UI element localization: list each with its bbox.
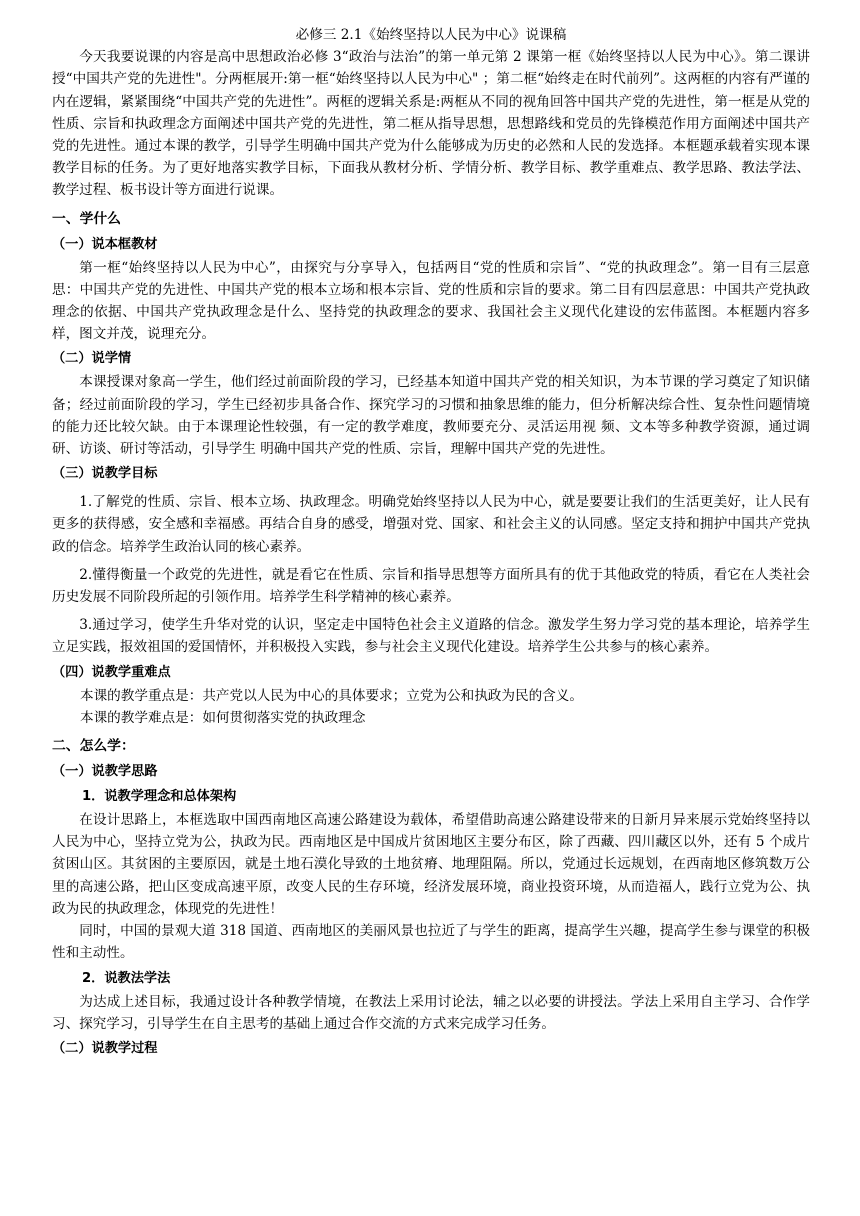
section-heading-what: 一、学什么: [52, 210, 121, 227]
textbook-paragraph: 第一框“始终坚持以人民为中心”，由探究与分享导入，包括两目“党的性质和宗旨”、“党的执政理念”。第一目有三层意思：中国共产党的先进性、中国共产党的根本立场和根本宗旨、党的性质和宗旨的要求。第二目有四层意思：中国共产党执政理念的依据、中国共产党执政理念是什么、坚持党的执政理念的要求、我国社会主义现代化建设的宏伟蓝图。本框题内容多样，图文并茂，说理充分。: [52, 259, 810, 343]
item-heading-methods: 2．说教法学法: [82, 970, 171, 986]
document-page: [52, 24, 810, 1061]
subsection-heading-key-points: （四）说教学重难点: [52, 664, 171, 680]
subsection-heading-process: （二）说教学过程: [52, 1040, 158, 1056]
item-heading-philosophy: 1．说教学理念和总体架构: [82, 789, 237, 805]
learners-paragraph: 本课授课对象高一学生，他们经过前面阶段的学习，已经基本知道中国共产党的相关知识，为本节课的学习奠定了知识储备；经过前面阶段的学习，学生已经初步具备合作、探究学习的习惯和抽象思维的能力，但分析解决综合性、复杂性问题情境的能力还比较欠缺。由于本课理论性较强，有一定的教学难度，教师要充分、灵活运用视 频、文本等多种教学资源，通过调研、访谈、研讨等活动，引导学生 明确中国共产党的性质、宗旨，理解中国共产党的先进性。: [52, 374, 810, 458]
approach-paragraph-2: 同时，中国的景观大道 318 国道、西南地区的美丽风景也拉近了与学生的距离，提高学生兴趣，提高学生参与课堂的积极性和主动性。: [52, 923, 810, 962]
section-heading-how: 二、怎么学：: [52, 738, 135, 755]
document-title: 必修三 2.1《始终坚持以人民为中心》说课稿: [295, 27, 567, 43]
goal-paragraph-3: 3.通过学习，使学生升华对党的认识，坚定走中国特色社会主义道路的信念。激发学生努力学习党的基本理论，培养学生立足实践，报效祖国的爱国情怀，并积极投入实践，参与社会主义现代化建设。培养学生公共参与的核心素养。: [52, 617, 810, 656]
goal-paragraph-2: 2.懂得衡量一个政党的先进性，就是看它在性质、宗旨和指导思想等方面所具有的优于其他政党的特质，看它在人类社会历史发展不同阶段所起的引领作用。培养学生科学精神的核心素养。: [52, 566, 810, 606]
key-point-line: 本课的教学重点是：共产党以人民为中心的具体要求；立党为公和执政为民的含义。: [80, 687, 583, 704]
goal-paragraph-1: 1.了解党的性质、宗旨、根本立场、执政理念。明确党始终坚持以人民为中心，就是要要让我们的生活更美好，让人民有更多的获得感，安全感和幸福感。再结合自身的感受，增强对党、国家、和社会主义的认同感。坚定支持和拥护中国共产党执政的信念。培养学生政治认同的核心素养。: [52, 494, 810, 555]
intro-paragraph: 今天我要说课的内容是高中思想政治必修 3“政治与法治”的第一单元第 2 课第一框《始终坚持以人民为中心》。第二课讲授“中国共产党的先进性"。分两框展开:第一框“始终坚持以人民为中心" ；第二框“始终走在时代前列”。这两框的内容有严谨的内在逻辑，紧紧围绕“中国共产党的先进性”。两框的逻辑关系是:两框从不同的视角回答中国共产党的先进性，第一框是从党的性质、宗旨和执政理念方面阐述中国共产党的先进性，第二框从指导思想，思想路线和党员的先锋模范作用方面阐述中国共产党的先进性。通过本课的教学，引导学生明确中国共产党为什么能够成为历史的必然和人民的发选择。本框题承载着实现本课教学目标的任务。为了更好地落实教学目标，下面我从教材分析、学情分析、教学目标、教学重难点、教学思路、教法学法、教学过程、板书设计等方面进行说课。: [52, 49, 810, 199]
subsection-heading-teaching-approach: （一）说教学思路: [52, 764, 158, 780]
difficult-point-line: 本课的教学难点是：如何贯彻落实党的执政理念: [80, 709, 366, 726]
subsection-heading-learners: （二）说学情: [52, 351, 132, 367]
subsection-heading-textbook: （一）说本框教材: [52, 236, 158, 252]
methods-paragraph: 为达成上述目标，我通过设计各种教学情境，在教法上采用讨论法，辅之以必要的讲授法。学法上采用自主学习、合作学习、探究学习，引导学生在自主思考的基础上通过合作交流的方式来完成学习任务。: [52, 993, 810, 1032]
subsection-heading-goals: （三）说教学目标: [52, 466, 158, 482]
approach-paragraph-1: 在设计思路上，本框选取中国西南地区高速公路建设为载体，希望借助高速公路建设带来的日新月异来展示党始终坚持以人民为中心，坚持立党为公，执政为民。西南地区是中国成片贫困地区主要分布区，除了西藏、四川藏区以外，还有 5 个成片贫困山区。其贫困的主要原因，就是土地石漠化导致的土地贫瘠、地理阻隔。所以，党通过长远规划，在西南地区修筑数万公里的高速公路，把山区变成高速平原，改变人民的生存环境，经济发展环境，商业投资环境，从而造福人，践行立党为公、执政为民的执政理念，体现党的先进性！: [52, 812, 810, 917]
